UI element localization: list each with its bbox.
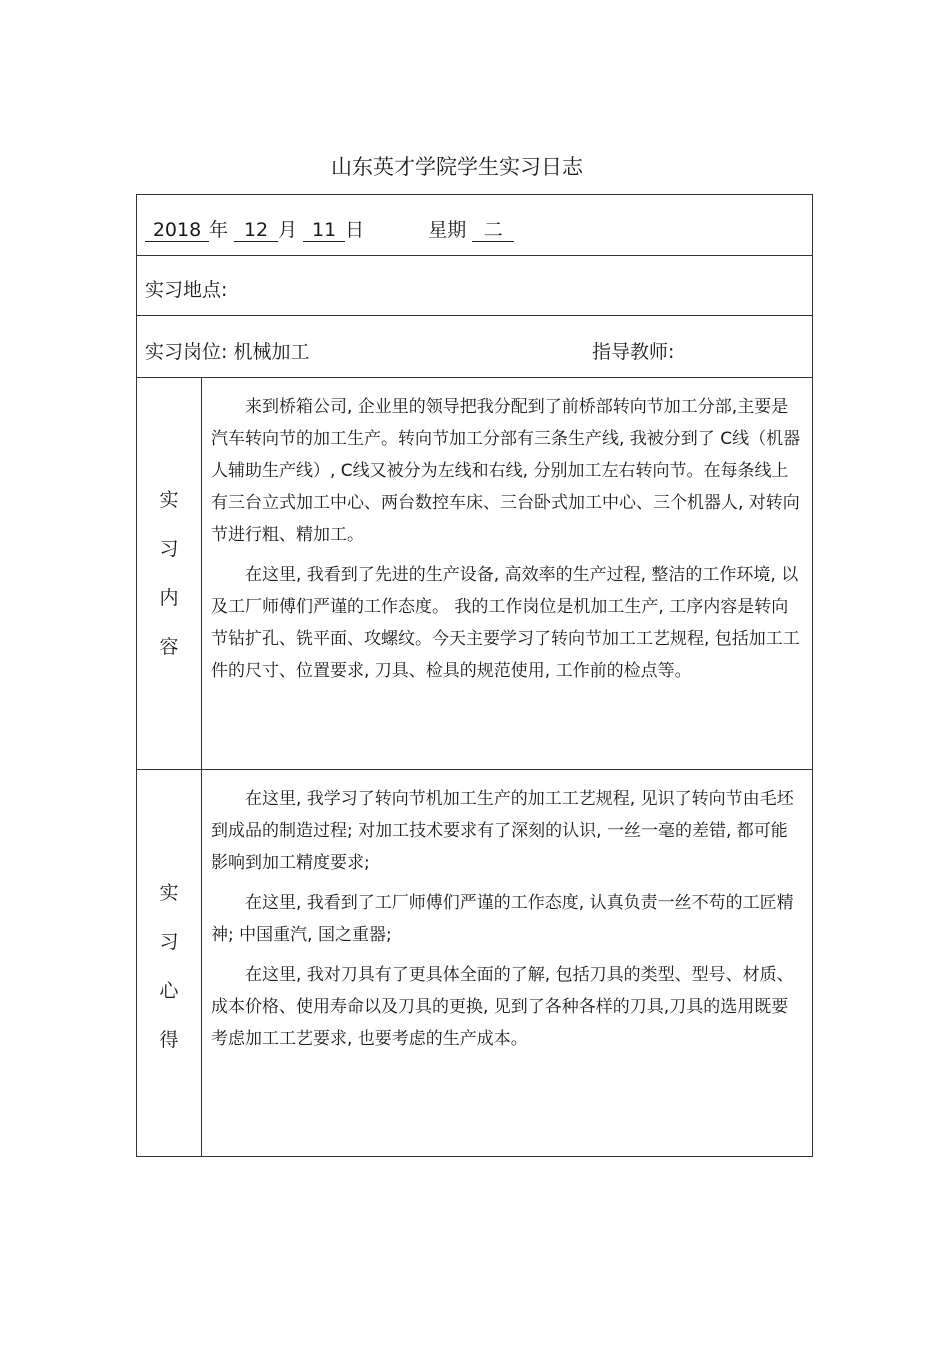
log-table [136, 194, 813, 1157]
row-divider [137, 315, 812, 316]
weekday-value: 二 [472, 219, 514, 242]
row-divider [137, 769, 812, 770]
row-divider [137, 255, 812, 256]
experience-paragraph: 在这里, 我对刀具有了更具体全面的了解, 包括刀具的类型、型号、材质、成本价格、使用寿命以及刀具的更换, 见到了各种各样的刀具,刀具的选用既要考虑加工工艺要求, 也要考虑的生产成本。 [211, 965, 794, 1049]
row-divider [137, 377, 812, 378]
day-unit: 日 [345, 219, 365, 241]
teacher-label: 指导教师: [592, 341, 675, 363]
month-unit: 月 [278, 219, 298, 241]
column-divider [201, 377, 202, 1157]
position-label: 实习岗位: [145, 341, 228, 363]
page-title: 山东英才学院学生实习日志 [331, 155, 583, 179]
content-label: 实 习 内 容 [159, 489, 179, 658]
date-row [145, 215, 514, 242]
experience-paragraph: 在这里, 我学习了转向节机加工生产的加工工艺规程, 见识了转向节由毛坯到成品的制造过程; 对加工技术要求有了深刻的认识, 一丝一毫的差错, 都可能影响到加工精度要求; [211, 789, 794, 873]
experience-body [211, 783, 801, 1063]
content-paragraph: 在这里, 我看到了先进的生产设备, 高效率的生产过程, 整洁的工作环境, 以及工厂师傅们严谨的工作态度。 我的工作岗位是机加工生产, 工序内容是转向节钻扩孔、铣平面、攻螺纹。今天主要学习了转向节加工工艺规程, 包括加工工件的尺寸、位置要求, 刀具、检具的规范使用, 工作前的检点等。 [211, 565, 800, 681]
year-unit: 年 [209, 219, 229, 241]
year-value: 2018 [145, 219, 209, 242]
month-value: 12 [234, 219, 278, 242]
content-body [211, 391, 801, 695]
experience-paragraph: 在这里, 我看到了工厂师傅们严谨的工作态度, 认真负责一丝不苟的工匠精神; 中国重汽, 国之重器; [211, 893, 794, 945]
location-label: 实习地点: [145, 279, 228, 301]
weekday-label: 星期 [428, 219, 467, 241]
position-value: 机械加工 [233, 341, 310, 363]
position-row [145, 337, 309, 364]
content-paragraph: 来到桥箱公司, 企业里的领导把我分配到了前桥部转向节加工分部,主要是汽车转向节的加工生产。转向节加工分部有三条生产线, 我被分到了 C线（机器人辅助生产线）, C线又被分为左线和右线, 分别加工左右转向节。在每条线上有三台立式加工中心、两台数控车床、三台卧式加工中心、三个机器人, 对转向节进行粗、精加工。 [211, 397, 801, 545]
day-value: 11 [303, 219, 345, 242]
experience-label: 实 习 心 得 [159, 882, 179, 1051]
